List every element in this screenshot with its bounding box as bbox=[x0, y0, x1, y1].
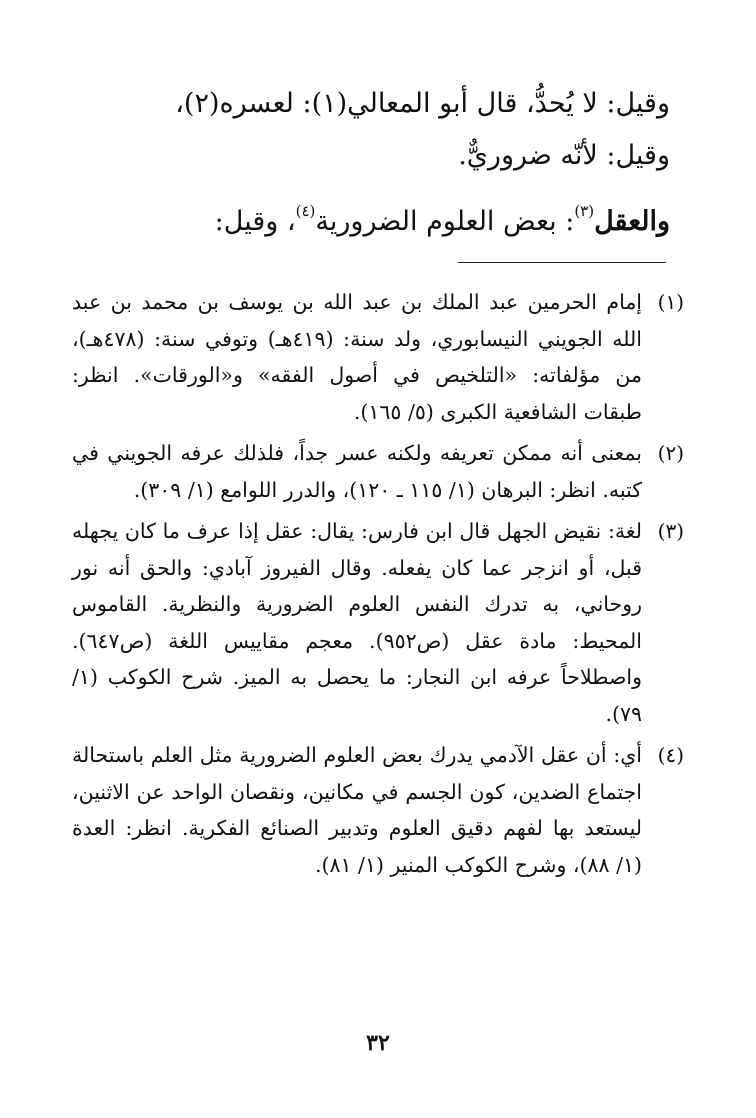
footnote-text: إمام الحرمين عبد الملك بن عبد الله بن يوسف بن محمد بن عبد الله الجويني النيسابوري، ولد سنة: (٤١٩هـ) وتوفي سنة: (٤٧٨هـ)، من مؤلفاته: «التلخيص في أصول الفقه» و«الورقات». انظر: طبقات الشافعية الكبرى (٥/ ١٦٥). bbox=[72, 290, 643, 424]
footnote-number: (١) bbox=[657, 290, 684, 314]
main-line-3-end: ، وقيل: bbox=[214, 206, 296, 237]
term-aql: والعقل bbox=[594, 206, 670, 237]
main-line-3-text: : بعض العلوم الضرورية bbox=[315, 206, 575, 237]
footnote-4 bbox=[72, 737, 684, 883]
main-line-1: وقيل: لا يُحدُّ، قال أبو المعالي(١): لعسره(٢)، bbox=[175, 88, 670, 119]
main-text bbox=[70, 78, 670, 248]
main-line-3 bbox=[70, 196, 670, 248]
footnote-ref-3: (٣) bbox=[574, 202, 595, 220]
footnotes bbox=[72, 284, 684, 888]
footnote-ref-4: (٤) bbox=[295, 202, 316, 220]
footnote-number: (٢) bbox=[657, 441, 684, 465]
footnote-3 bbox=[72, 513, 684, 732]
footnote-number: (٣) bbox=[657, 519, 684, 543]
footnote-text: أي: أن عقل الآدمي يدرك بعض العلوم الضرورية مثل العلم باستحالة اجتماع الضدين، كون الجسم في مكانين، ونقصان الواحد عن الاثنين، ليستعد بها لفهم دقيق العلوم وتدبير الصنائع الفكرية. انظر: العدة (١/ ٨٨)، وشرح الكوكب المنير (١/ ٨١). bbox=[72, 743, 642, 877]
footnote-1 bbox=[72, 284, 684, 430]
footnote-text: لغة: نقيض الجهل قال ابن فارس: يقال: عقل إذا عرف ما كان يجهله قبل، أو انزجر عما كان يفعله. وقال الفيروز آبادي: والحق أنه نور روحاني، به تدرك النفس العلوم الضرورية والنظرية. القاموس المحيط: مادة عقل (ص٩٥٢). معجم مقاييس اللغة (ص٦٤٧). واصطلاحاً عرفه ابن النجار: ما يحصل به الميز. شرح الكوكب (١/ ٧٩). bbox=[72, 519, 643, 726]
footnote-number: (٤) bbox=[657, 743, 684, 767]
page-number: ٣٢ bbox=[366, 1030, 390, 1056]
footnote-text: بمعنى أنه ممكن تعريفه ولكنه عسر جداً، فلذلك عرفه الجويني في كتبه. انظر: البرهان (١/ ١١٥ ـ ١٢٠)، والدرر اللوامع (١/ ٣٠٩). bbox=[72, 441, 642, 502]
footnote-2 bbox=[72, 435, 684, 508]
main-line-2: وقيل: لأنّه ضروريٌّ. bbox=[458, 140, 670, 171]
footnote-separator bbox=[458, 262, 666, 263]
